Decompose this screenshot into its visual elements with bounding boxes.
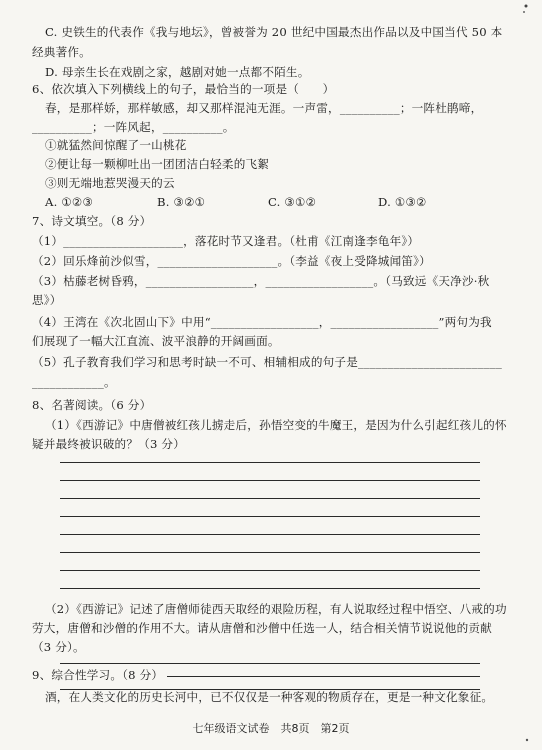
q6-sentence-2: ②便让每一颗柳吐出一团团洁白轻柔的飞絮: [45, 157, 270, 171]
q7-item-3-line1: （3）枯藤老树昏鸦，__________________，__________________。（马致远《天净沙·秋: [32, 274, 490, 288]
answer-line[interactable]: [60, 516, 480, 517]
q7-item-5-line1: （5）孔子教育我们学习和思考时缺一不可、相辅相成的句子是________________________: [32, 355, 502, 369]
answer-line[interactable]: [60, 498, 480, 499]
q7-item-1: （1）____________________，落花时节又逢君。（杜甫《江南逢李龟年》）: [32, 234, 420, 248]
q6-stem: 6、依次填入下列横线上的句子，最恰当的一项是（ ）: [32, 82, 335, 96]
page-footer: 七年级语文试卷 共8页 第2页: [192, 722, 350, 735]
q7-item-5-line2: ____________。: [32, 375, 116, 389]
scan-edge-artifact: [520, 0, 532, 750]
q8-part2-line2: 劳大，唐僧和沙僧的作用不大。请从唐僧和沙僧中任选一人，结合相关情节说说他的贡献: [32, 621, 492, 635]
q8-part1-line1: （1）《西游记》中唐僧被红孩儿掳走后，孙悟空变的牛魔王，是因为什么引起红孩儿的怀: [45, 418, 507, 432]
q6-passage-line2: __________；一阵风起，__________。: [32, 120, 235, 134]
q6-option-c: C. ③①②: [268, 195, 317, 209]
q7-item-2: （2）回乐烽前沙似雪，____________________。（李益《夜上受降城闻笛》）: [32, 254, 431, 268]
q7-item-4-line2: 们展现了一幅大江直流、波平浪静的开阔画面。: [32, 334, 280, 348]
q5-option-c-line2: 经典著作。: [32, 45, 91, 59]
q6-option-d: D. ①③②: [378, 195, 427, 209]
answer-line[interactable]: [60, 462, 480, 463]
answer-line[interactable]: [60, 534, 480, 535]
q9-passage: 酒，在人类文化的历史长河中，已不仅仅是一种客观的物质存在，更是一种文化象征。: [45, 690, 494, 704]
q8-part2-line3: （3 分）。: [32, 640, 85, 654]
q7-item-3-line2: 思》）: [32, 293, 62, 307]
q8-title: 8、名著阅读。（6 分）: [32, 398, 152, 412]
q8-part1-line2: 疑并最终被识破的？（3 分）: [32, 437, 185, 451]
answer-line[interactable]: [60, 552, 480, 553]
q6-sentence-3: ③则无端地惹哭漫天的云: [45, 176, 175, 190]
q6-passage-line1: 春，是那样娇，那样敏感，却又那样混沌无涯。一声雷，__________；一阵杜鹃啼，: [45, 101, 483, 115]
answer-line[interactable]: [60, 663, 480, 664]
q9-title: 9、综合性学习。（8 分）: [32, 668, 167, 682]
q6-sentence-1: ①就猛然间惊醒了一山桃花: [45, 138, 187, 152]
q6-option-b: B. ③②①: [157, 195, 206, 209]
q6-option-a: A. ①②③: [45, 195, 94, 209]
q5-option-c-line1: C. 史铁生的代表作《我与地坛》，曾被誉为 20 世纪中国最杰出作品以及中国当代 50 本: [45, 25, 503, 39]
answer-line[interactable]: [60, 570, 480, 571]
answer-line[interactable]: [60, 480, 480, 481]
q7-title: 7、诗文填空。（8 分）: [32, 214, 152, 228]
q5-option-d: D. 母亲生长在戏剧之家，越剧对她一点都不陌生。: [45, 65, 310, 79]
answer-line[interactable]: [60, 588, 480, 589]
q8-part2-line1: （2）《西游记》记述了唐僧师徒西天取经的艰险历程，有人说取经过程中悟空、八戒的功: [45, 602, 507, 616]
q7-item-4-line1: （4）王湾在《次北固山下》中用“__________________，__________________”两句为我: [32, 315, 492, 329]
